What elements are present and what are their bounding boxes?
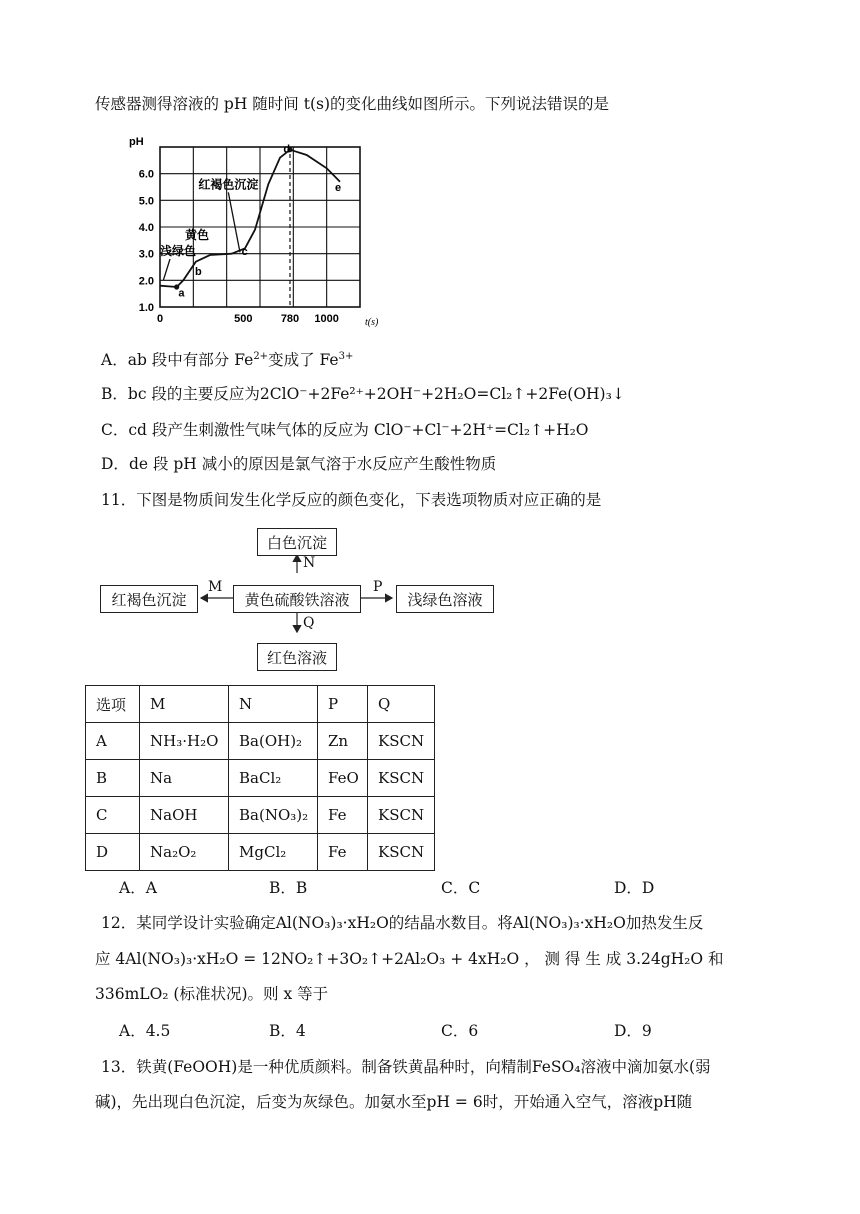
- q12-line-2: 应 4Al(NO₃)₃·xH₂O = 12NO₂↑+3O₂↑+2Al₂O₃ + 4xH₂O ， 测 得 生 成 3.24gH₂O 和: [95, 950, 724, 968]
- flow-top-box: 白色沉淀: [257, 528, 337, 556]
- x-tick-label: 500: [234, 313, 253, 325]
- q11-stem: 11．下图是物质间发生化学反应的颜色变化，下表选项物质对应正确的是: [101, 491, 602, 509]
- ph-time-chart: [125, 130, 395, 330]
- annotation-label: 黄色: [185, 228, 210, 242]
- table-cell: B: [86, 760, 140, 797]
- q10-stem: 传感器测得溶液的 pH 随时间 t(s)的变化曲线如图所示。下列说法错误的是: [95, 95, 609, 113]
- table-cell: D: [86, 834, 140, 871]
- table-cell: Fe: [318, 834, 368, 871]
- table-cell: KSCN: [368, 760, 435, 797]
- y-tick-label: 2.0: [138, 275, 154, 288]
- flow-bottom-box: 红色溶液: [257, 643, 337, 671]
- x-tick-label: 1000: [314, 313, 339, 325]
- y-tick-label: 5.0: [138, 195, 154, 208]
- table-row: [86, 834, 435, 871]
- table-cell: KSCN: [368, 834, 435, 871]
- y-tick-label: 6.0: [138, 168, 154, 181]
- y-tick-label: 1.0: [138, 302, 154, 314]
- q12-choice-c[interactable]: C．6: [441, 1022, 479, 1040]
- annotation-label: 红褐色沉淀: [198, 177, 259, 192]
- table-cell: KSCN: [368, 723, 435, 760]
- q10-option-b[interactable]: B．bc 段的主要反应为2ClO⁻+2Fe²⁺+2OH⁻+2H₂O=Cl₂↑+2Fe(OH)₃↓: [101, 385, 625, 403]
- table-cell: KSCN: [368, 797, 435, 834]
- flow-label-q: Q: [303, 615, 315, 631]
- table-cell: N: [229, 686, 318, 723]
- x-axis-label: t(s): [365, 317, 379, 328]
- table-cell: FeO: [318, 760, 368, 797]
- q12-line-1: 12．某同学设计实验确定Al(NO₃)₃·xH₂O的结晶水数目。将Al(NO₃)₃·xH₂O加热发生反: [101, 914, 704, 932]
- table-header-row: [86, 686, 435, 723]
- table-cell: Na₂O₂: [140, 834, 229, 871]
- annotation-label: 浅绿色: [160, 244, 197, 258]
- y-tick-label: 4.0: [138, 222, 154, 234]
- table-cell: MgCl₂: [229, 834, 318, 871]
- table-cell: A: [86, 723, 140, 760]
- q12-choice-d[interactable]: D．9: [614, 1022, 652, 1040]
- point-label-c: c: [241, 246, 248, 258]
- table-cell: NaOH: [140, 797, 229, 834]
- q10-option-d[interactable]: D．de 段 pH 减小的原因是氯气溶于水反应产生酸性物质: [101, 455, 497, 473]
- y-tick-label: 3.0: [138, 248, 154, 261]
- q12-line-3: 336mLO₂ (标准状况)。则 x 等于: [95, 985, 329, 1003]
- q11-choice-c[interactable]: C．C: [441, 879, 481, 897]
- table-cell: 选项: [86, 686, 140, 723]
- flow-right-box: 浅绿色溶液: [396, 585, 494, 613]
- q13-line-1: 13．铁黄(FeOOH)是一种优质颜料。制备铁黄晶种时，向精制FeSO₄溶液中滴加氨水(弱: [101, 1058, 711, 1076]
- q13-line-2: 碱)，先出现白色沉淀，后变为灰绿色。加氨水至pH = 6时，开始通入空气，溶液pH随: [95, 1093, 693, 1111]
- flow-left-box: 红褐色沉淀: [100, 585, 198, 613]
- table-cell: C: [86, 797, 140, 834]
- table-row: [86, 723, 435, 760]
- point-label-a: a: [178, 287, 185, 300]
- q10-option-c[interactable]: C．cd 段产生刺激性气味气体的反应为 ClO⁻+Cl⁻+2H⁺=Cl₂↑+H₂O: [101, 421, 589, 439]
- table-row: [86, 797, 435, 834]
- x-tick-label: 780: [280, 313, 300, 325]
- q12-choice-b[interactable]: B．4: [269, 1022, 306, 1040]
- q11-option-table: [85, 685, 435, 871]
- table-cell: BaCl₂: [229, 760, 318, 797]
- flow-label-p: P: [373, 579, 383, 595]
- annotation-arrow: [163, 259, 170, 280]
- reaction-flow-diagram: [95, 525, 515, 675]
- table-cell: M: [140, 686, 229, 723]
- y-axis-label: pH: [129, 136, 144, 148]
- table-cell: Ba(OH)₂: [229, 723, 318, 760]
- q10-option-a[interactable]: A．ab 段中有部分 $Fe^{2+}$变成了 $Fe^{3+}$: [101, 350, 354, 369]
- q11-choice-b[interactable]: B．B: [269, 879, 308, 897]
- table-row: [86, 760, 435, 797]
- ph-curve: [160, 150, 340, 287]
- x-tick-label: 0: [156, 313, 164, 325]
- q11-choice-d[interactable]: D．D: [614, 879, 655, 897]
- q11-choice-a[interactable]: A．A: [119, 879, 157, 897]
- point-label-d: d: [283, 143, 291, 156]
- table-cell: Zn: [318, 723, 368, 760]
- table-cell: Na: [140, 760, 229, 797]
- table-cell: Fe: [318, 797, 368, 834]
- annotation-arrow: [228, 192, 240, 252]
- point-label-b: b: [195, 266, 202, 278]
- table-cell: NH₃·H₂O: [140, 723, 229, 760]
- table-cell: Q: [368, 686, 435, 723]
- point-label-e: e: [335, 182, 342, 194]
- flow-label-m: M: [208, 579, 223, 595]
- table-cell: P: [318, 686, 368, 723]
- flow-label-n: N: [303, 555, 316, 571]
- flow-center-box: 黄色硫酸铁溶液: [233, 585, 361, 613]
- table-cell: Ba(NO₃)₂: [229, 797, 318, 834]
- q12-choice-a[interactable]: A．4.5: [119, 1022, 171, 1040]
